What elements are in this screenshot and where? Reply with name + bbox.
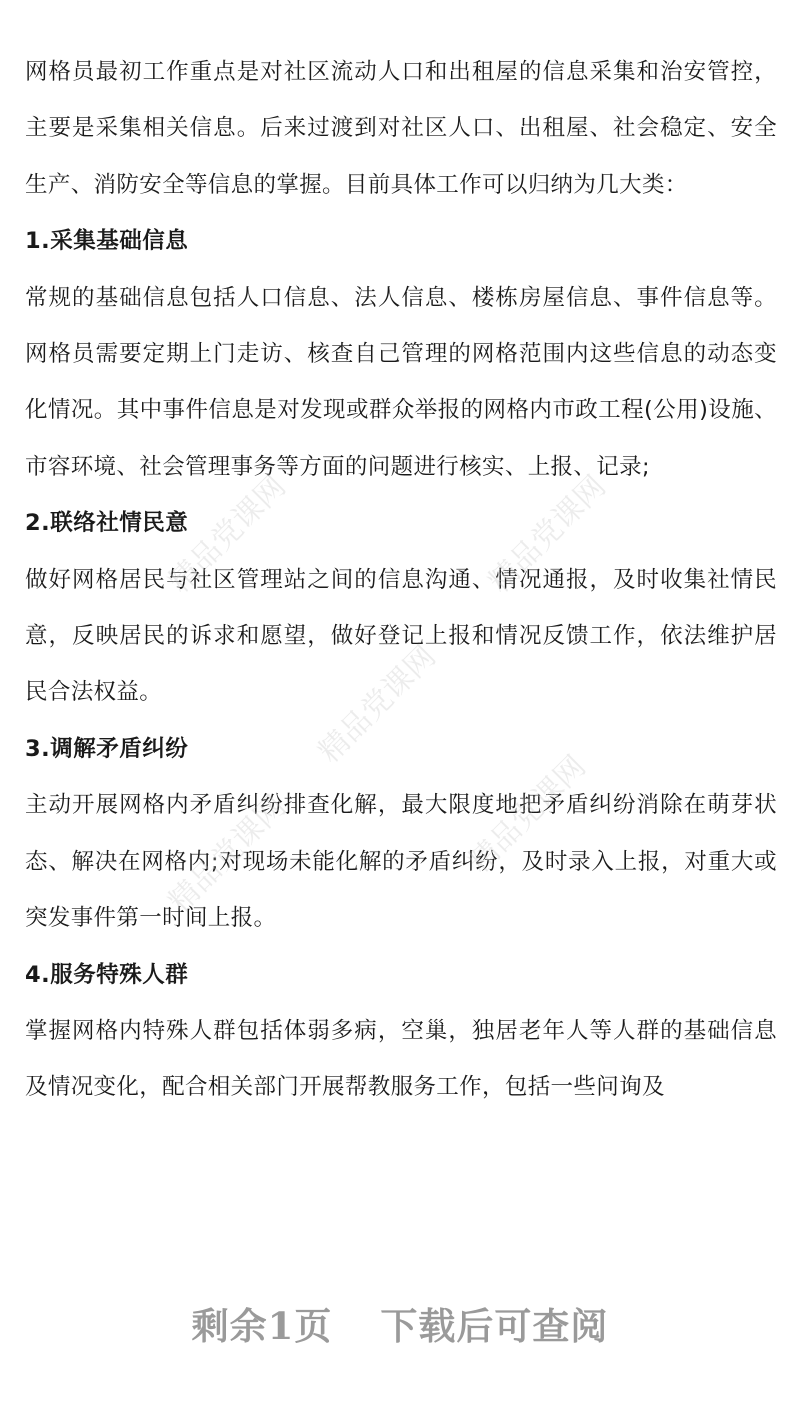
watermark: 精品党课网 (482, 469, 613, 600)
document-body (25, 44, 777, 1116)
remaining-pages-label: 剩余1页 (191, 1304, 333, 1348)
watermark: 精品党课网 (462, 749, 593, 880)
watermark: 精品党课网 (312, 639, 443, 770)
download-to-view-label: 下载后可查阅 (380, 1304, 609, 1348)
intro-paragraph: 网格员最初工作重点是对社区流动人口和出租屋的信息采集和治安管控，主要是采集相关信息。后来过渡到对社区人口、出租屋、社会稳定、安全生产、消防安全等信息的掌握。目前具体工作可以归纳为几大类： (25, 59, 777, 198)
section-heading-public-opinion: 2.联络社情民意 (25, 510, 189, 537)
section-heading-collect-info: 1.采集基础信息 (25, 228, 189, 255)
watermark: 精品党课网 (162, 789, 293, 920)
section-body-collect-info: 常规的基础信息包括人口信息、法人信息、楼栋房屋信息、事件信息等。网格员需要定期上门走访、核查自己管理的网格范围内这些信息的动态变化情况。其中事件信息是对发现或群众举报的网格内市政工程(公用)设施、市容环境、社会管理事务等方面的问题进行核实、上报、记录; (25, 284, 777, 480)
download-prompt[interactable] (0, 1296, 800, 1350)
section-heading-mediate-disputes: 3.调解矛盾纠纷 (25, 735, 189, 762)
watermark: 精品党课网 (162, 469, 293, 600)
section-body-public-opinion: 做好网格居民与社区管理站之间的信息沟通、情况通报，及时收集社情民意，反映居民的诉求和愿望，做好登记上报和情况反馈工作，依法维护居民合法权益。 (25, 566, 777, 706)
section-body-special-groups: 掌握网格内特殊人群包括体弱多病，空巢，独居老年人等人群的基础信息及情况变化，配合相关部门开展帮教服务工作，包括一些问询及 (25, 1017, 777, 1101)
section-heading-special-groups: 4.服务特殊人群 (25, 961, 189, 988)
section-body-mediate-disputes: 主动开展网格内矛盾纠纷排查化解，最大限度地把矛盾纠纷消除在萌芽状态、解决在网格内;对现场未能化解的矛盾纠纷，及时录入上报，对重大或突发事件第一时间上报。 (25, 792, 777, 932)
